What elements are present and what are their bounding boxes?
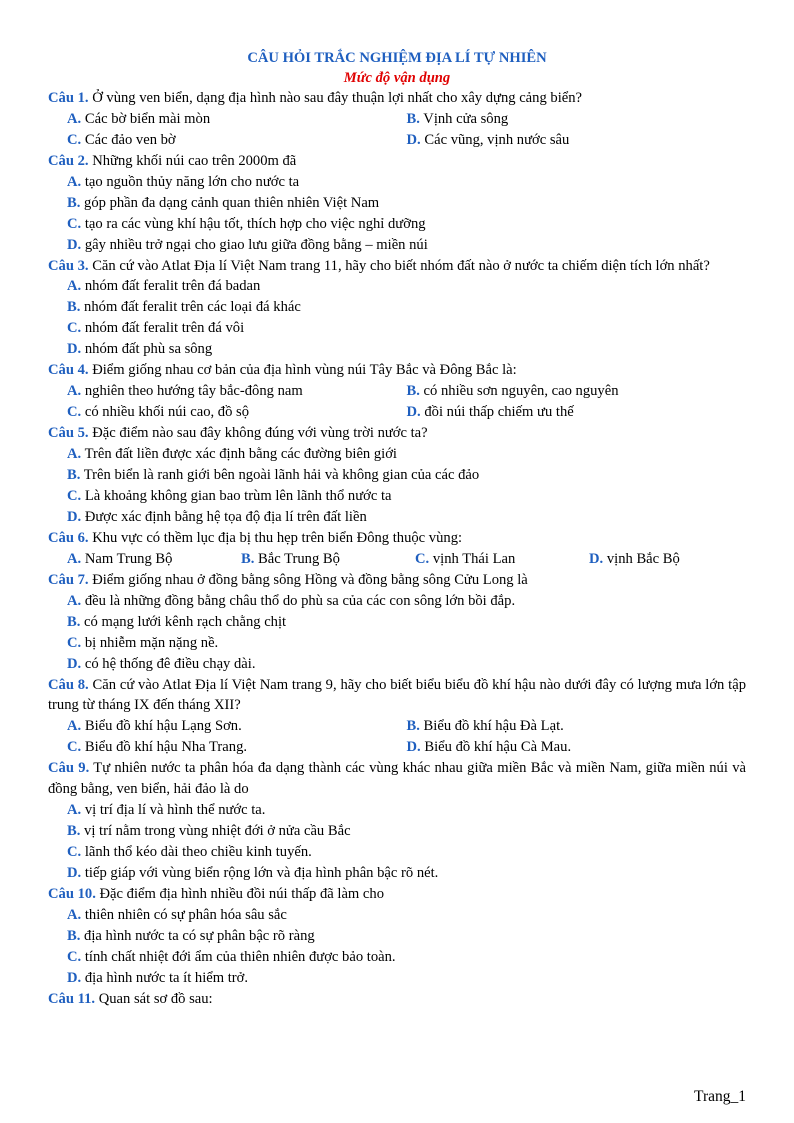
- option-a: A. Các bờ biển mài mòn: [67, 110, 211, 127]
- option-d: D. đồi núi thấp chiếm ưu thế: [406, 404, 574, 421]
- question-stem: Căn cứ vào Atlat Địa lí Việt Nam trang 9, hãy cho biết biểu biểu đồ khí hậu nào dưới đây có lượng mưa lớn tập trung từ tháng IX đến tháng XII?: [48, 676, 746, 714]
- question-3: [48, 256, 746, 361]
- document-subtitle: Mức độ vận dụng: [343, 70, 451, 86]
- option-b: B. Vịnh cửa sông: [406, 110, 509, 127]
- option-b: B. địa hình nước ta có sự phân bậc rõ ràng: [67, 927, 315, 944]
- question-stem: Đặc điểm nào sau đây không đúng với vùng trời nước ta?: [92, 425, 428, 442]
- question-4: [48, 360, 746, 423]
- question-7: [48, 570, 746, 675]
- question-number: Câu 11.: [48, 990, 96, 1007]
- option-d: D. Biểu đồ khí hậu Cà Mau.: [406, 739, 572, 756]
- document-title: CÂU HỎI TRẮC NGHIỆM ĐỊA LÍ TỰ NHIÊN: [247, 50, 547, 66]
- question-stem: Căn cứ vào Atlat Địa lí Việt Nam trang 11, hãy cho biết nhóm đất nào ở nước ta chiếm diện tích lớn nhất?: [92, 257, 710, 274]
- option-c: C. vịnh Thái Lan: [415, 550, 516, 567]
- question-10: [48, 884, 746, 989]
- option-a: A. Trên đất liền được xác định bằng các đường biên giới: [67, 445, 397, 462]
- option-row: [48, 549, 746, 570]
- question-5: [48, 423, 746, 528]
- option-b: B. có nhiều sơn nguyên, cao nguyên: [406, 383, 619, 400]
- option-d: D. địa hình nước ta ít hiểm trở.: [67, 969, 249, 986]
- page-number: Trang_1: [694, 1088, 746, 1105]
- question-number: Câu 10.: [48, 885, 96, 902]
- option-row: [48, 109, 746, 130]
- option-row: [48, 381, 746, 402]
- option-a: A. vị trí địa lí và hình thể nước ta.: [67, 801, 266, 818]
- question-number: Câu 1.: [48, 90, 89, 106]
- option-row: [48, 402, 746, 423]
- question-stem: Điểm giống nhau ở đồng bằng sông Hồng và đồng bằng sông Cửu Long là: [92, 571, 528, 588]
- option-c: C. Các đảo ven bờ: [67, 131, 176, 148]
- option-c: C. có nhiều khối núi cao, đồ sộ: [67, 404, 250, 421]
- document-page: [48, 48, 746, 1009]
- question-number: Câu 3.: [48, 257, 89, 274]
- option-c: C. tạo ra các vùng khí hậu tốt, thích hợp cho việc nghỉ dưỡng: [67, 215, 426, 232]
- option-d: D. gây nhiều trở ngại cho giao lưu giữa đồng bằng – miền núi: [67, 236, 428, 253]
- option-a: A. Nam Trung Bộ: [67, 550, 173, 567]
- option-row: [48, 716, 746, 737]
- question-stem: Ở vùng ven biển, dạng địa hình nào sau đây thuận lợi nhất cho xây dựng cảng biển?: [92, 90, 583, 106]
- option-b: B. nhóm đất feralit trên các loại đá khác: [67, 299, 301, 316]
- question-stem: Quan sát sơ đồ sau:: [98, 990, 213, 1007]
- question-stem: Điểm giống nhau cơ bản của địa hình vùng núi Tây Bắc và Đông Bắc là:: [92, 362, 517, 379]
- question-2: [48, 151, 746, 256]
- question-1: [48, 88, 746, 151]
- option-d: D. nhóm đất phù sa sông: [67, 341, 213, 358]
- option-c: C. Biểu đồ khí hậu Nha Trang.: [67, 739, 248, 756]
- option-c: C. lãnh thổ kéo dài theo chiều kinh tuyến.: [67, 843, 312, 860]
- option-c: C. bị nhiễm mặn nặng nề.: [67, 634, 219, 651]
- option-b: B. Bắc Trung Bộ: [241, 550, 340, 567]
- option-a: A. thiên nhiên có sự phân hóa sâu sắc: [67, 906, 287, 923]
- option-b: B. vị trí nằm trong vùng nhiệt đới ở nửa cầu Bắc: [67, 822, 351, 839]
- option-d: D. có hệ thống đê điều chạy dài.: [67, 655, 256, 672]
- question-8: [48, 675, 746, 759]
- option-b: B. Trên biển là ranh giới bên ngoài lãnh hải và không gian của các đảo: [67, 466, 480, 483]
- option-a: A. Biểu đồ khí hậu Lạng Sơn.: [67, 718, 242, 735]
- option-b: B. có mạng lưới kênh rạch chằng chịt: [67, 613, 287, 630]
- question-number: Câu 8.: [48, 676, 89, 693]
- option-a: A. nhóm đất feralit trên đá badan: [67, 278, 261, 295]
- option-d: D. Được xác định bằng hệ tọa độ địa lí trên đất liền: [67, 508, 367, 525]
- option-a: A. nghiên theo hướng tây bắc-đông nam: [67, 383, 303, 400]
- option-c: C. tính chất nhiệt đới ẩm của thiên nhiên được bảo toàn.: [67, 948, 396, 965]
- option-a: A. đều là những đồng bằng châu thổ do phù sa của các con sông lớn bồi đắp.: [67, 592, 516, 609]
- option-c: C. Là khoảng không gian bao trùm lên lãnh thổ nước ta: [67, 487, 392, 504]
- question-stem: Những khối núi cao trên 2000m đã: [92, 152, 297, 169]
- option-d: D. vịnh Bắc Bộ: [589, 550, 680, 567]
- question-number: Câu 2.: [48, 152, 89, 169]
- question-number: Câu 4.: [48, 362, 89, 379]
- question-9: [48, 758, 746, 884]
- option-a: A. tạo nguồn thủy năng lớn cho nước ta: [67, 173, 300, 190]
- option-d: D. tiếp giáp với vùng biển rộng lớn và địa hình phân bậc rõ nét.: [67, 864, 439, 881]
- question-number: Câu 5.: [48, 425, 89, 442]
- question-stem: Đặc điểm địa hình nhiều đồi núi thấp đã làm cho: [99, 885, 385, 902]
- question-11: [48, 989, 746, 1010]
- question-stem: Khu vực có thềm lục địa bị thu hẹp trên biển Đông thuộc vùng:: [92, 529, 463, 546]
- option-row: [48, 130, 746, 151]
- option-row: [48, 737, 746, 758]
- question-number: Câu 9.: [48, 760, 90, 777]
- option-d: D. Các vũng, vịnh nước sâu: [406, 131, 570, 148]
- option-c: C. nhóm đất feralit trên đá vôi: [67, 320, 245, 337]
- question-6: [48, 528, 746, 570]
- option-b: B. Biểu đồ khí hậu Đà Lạt.: [406, 718, 564, 735]
- option-b: B. góp phần đa dạng cảnh quan thiên nhiên Việt Nam: [67, 194, 380, 211]
- question-number: Câu 7.: [48, 571, 89, 588]
- question-stem: Tự nhiên nước ta phân hóa đa dạng thành các vùng khác nhau giữa miền Bắc và miền Nam, giữa miền núi và đồng bằng, ven biển, hải đảo là do: [48, 760, 746, 797]
- question-number: Câu 6.: [48, 529, 89, 546]
